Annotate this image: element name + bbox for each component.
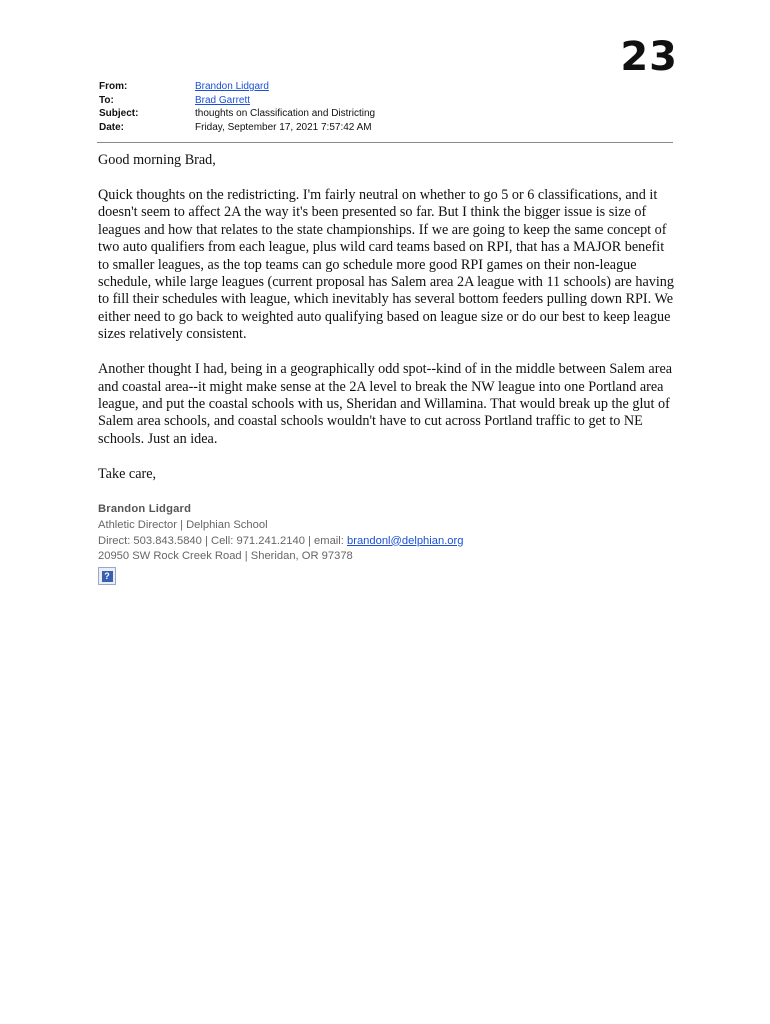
- to-row: [99, 94, 375, 108]
- from-row: [99, 80, 375, 94]
- broken-image-icon: [98, 567, 116, 585]
- date-label: Date:: [99, 121, 125, 133]
- email-link[interactable]: brandonl@delphian.org: [347, 534, 464, 547]
- subject-value: thoughts on Classification and Districting: [195, 108, 376, 120]
- email-header: [99, 80, 375, 134]
- signature-title: Athletic Director | Delphian School: [98, 518, 268, 531]
- signature-contact: [98, 534, 463, 550]
- closing: Take care,: [98, 465, 157, 482]
- date-value: Friday, September 17, 2021 7:57:42 AM: [195, 121, 372, 133]
- from-link[interactable]: Brandon Lidgard: [195, 81, 269, 92]
- greeting: Good morning Brad,: [98, 152, 216, 168]
- to-link[interactable]: Brad Garrett: [195, 94, 251, 106]
- from-label: From:: [99, 81, 128, 92]
- paragraph-league-idea: Another thought I had, being in a geographically odd spot--kind of in the middle between Salem area and coastal area--it might make sense at the 2A level to break the NW league into one Portland area league, and put the coastal schools with us, Sheridan and Willamina. That would break up the glut of Salem area schools, and coastal schools wouldn't have to cut across Portland traffic to get to NE schools. Just an idea.: [98, 361, 673, 447]
- signature-name: Brandon Lidgard: [98, 503, 192, 515]
- date-row: [99, 121, 375, 135]
- signature-phones: Direct: 503.843.5840 | Cell: 971.241.2140 | email:: [98, 534, 347, 547]
- page-number: 23: [620, 34, 678, 80]
- subject-label: Subject:: [99, 108, 139, 120]
- email-body: [98, 152, 674, 501]
- to-label: To:: [99, 94, 114, 106]
- header-divider: [97, 142, 673, 143]
- image-placeholder: ?: [102, 571, 113, 582]
- subject-row: [99, 107, 375, 121]
- signature: [98, 502, 463, 585]
- signature-address: 20950 SW Rock Creek Road | Sheridan, OR 97378: [98, 550, 353, 563]
- paragraph-redistricting: Quick thoughts on the redistricting. I'm fairly neutral on whether to go 5 or 6 classifications, and it doesn't seem to affect 2A the way it's been presented so far. But I think the bigger issue is size of leagues and how that relates to the state championships. If we are going to keep the same concept of two auto qualifiers from each league, plus wild card teams based on RPI, that has a MAJOR benefit to smaller leagues, as the top teams can go schedule more good RPI games on their non-league schedule, while large leagues (current proposal has Salem area 2A league with 11 schools) are having to fill their schedules with league, which inevitably has several bottom feeders pulling down RPI. We either need to go back to weighted auto qualifying based on league size or do our best to keep league sizes relatively consistent.: [98, 187, 674, 343]
